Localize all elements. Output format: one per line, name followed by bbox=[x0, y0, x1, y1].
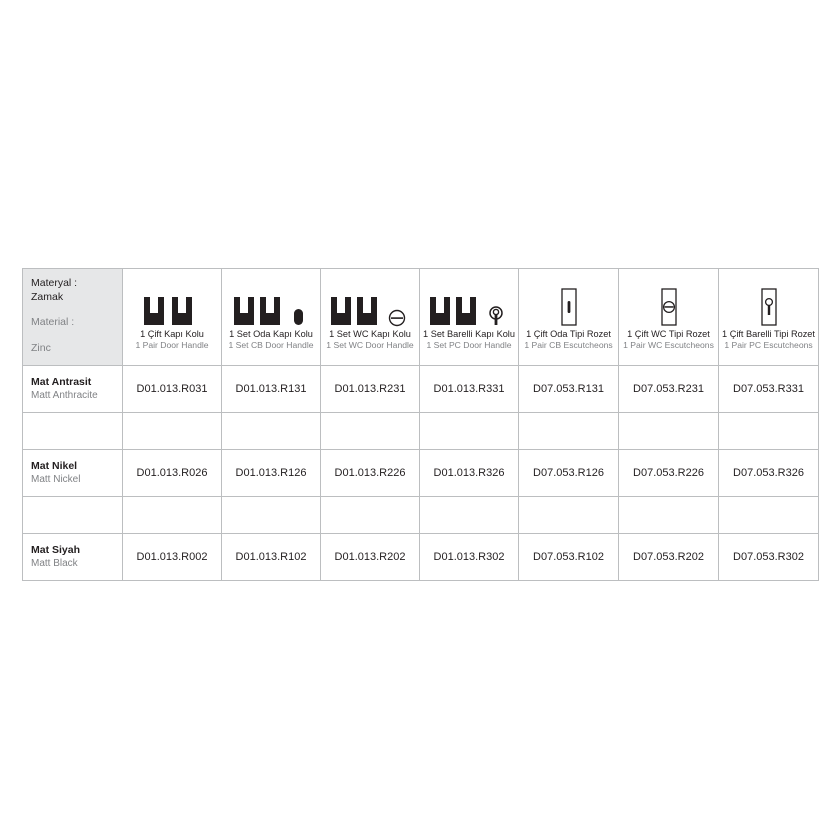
product-code: D07.053.R326 bbox=[719, 450, 819, 497]
table-row bbox=[23, 366, 819, 413]
material-en-label: Material : bbox=[31, 316, 75, 328]
table-spacer-row bbox=[23, 413, 819, 450]
spacer-cell bbox=[719, 413, 819, 450]
row-label-matt-nickel bbox=[23, 450, 123, 497]
finish-name-en: Matt Nickel bbox=[31, 474, 81, 485]
finish-name-en: Matt Black bbox=[31, 558, 78, 569]
material-en-value: Zinc bbox=[31, 341, 51, 354]
product-code: D07.053.R226 bbox=[619, 450, 719, 497]
spacer-cell bbox=[519, 413, 619, 450]
column-header-en: 1 Set CB Door Handle bbox=[228, 340, 314, 350]
spacer-cell bbox=[222, 413, 321, 450]
spacer-cell bbox=[519, 497, 619, 534]
column-header-pc-escutcheon bbox=[719, 269, 819, 366]
product-code: D01.013.R231 bbox=[321, 366, 420, 413]
wc-escutcheon-icon bbox=[621, 279, 716, 329]
product-code: D01.013.R126 bbox=[222, 450, 321, 497]
column-header-tr: 1 Set Barelli Kapı Kolu bbox=[423, 328, 515, 339]
material-tr-label: Materyal : bbox=[31, 277, 78, 289]
spacer-cell bbox=[719, 497, 819, 534]
material-header-cell bbox=[23, 269, 123, 366]
product-code: D01.013.R002 bbox=[123, 534, 222, 581]
spacer-cell bbox=[23, 413, 123, 450]
spacer-cell bbox=[420, 413, 519, 450]
column-header-tr: 1 Çift WC Tipi Rozet bbox=[627, 328, 710, 339]
spacer-cell bbox=[123, 497, 222, 534]
product-code: D07.053.R126 bbox=[519, 450, 619, 497]
finish-name-tr: Mat Siyah bbox=[31, 544, 81, 556]
column-header-en: 1 Set PC Door Handle bbox=[426, 340, 512, 350]
product-code: D01.013.R202 bbox=[321, 534, 420, 581]
row-label-matt-anthracite bbox=[23, 366, 123, 413]
finish-name-tr: Mat Nikel bbox=[31, 460, 78, 472]
table-header-row bbox=[23, 269, 819, 366]
table-row bbox=[23, 534, 819, 581]
table-spacer-row bbox=[23, 497, 819, 534]
spacer-cell bbox=[619, 413, 719, 450]
product-code: D07.053.R302 bbox=[719, 534, 819, 581]
column-header-en: 1 Pair Door Handle bbox=[135, 340, 209, 350]
column-header-en: 1 Pair WC Escutcheons bbox=[623, 340, 714, 350]
product-code: D01.013.R026 bbox=[123, 450, 222, 497]
column-header-pc-door-handle-set bbox=[420, 269, 519, 366]
product-code: D01.013.R131 bbox=[222, 366, 321, 413]
cb-escutcheon-icon bbox=[521, 279, 616, 329]
column-header-en: 1 Set WC Door Handle bbox=[326, 340, 414, 350]
spacer-cell bbox=[222, 497, 321, 534]
product-code: D01.013.R102 bbox=[222, 534, 321, 581]
column-header-tr: 1 Çift Barelli Tipi Rozet bbox=[722, 328, 815, 339]
product-code: D01.013.R326 bbox=[420, 450, 519, 497]
product-code: D07.053.R131 bbox=[519, 366, 619, 413]
door-handle-pair-icon bbox=[125, 279, 219, 329]
spacer-cell bbox=[23, 497, 123, 534]
product-code: D01.013.R226 bbox=[321, 450, 420, 497]
spacer-cell bbox=[321, 413, 420, 450]
product-code: D01.013.R302 bbox=[420, 534, 519, 581]
column-header-tr: 1 Set Oda Kapı Kolu bbox=[229, 328, 313, 339]
product-code: D07.053.R231 bbox=[619, 366, 719, 413]
column-header-wc-escutcheon bbox=[619, 269, 719, 366]
finish-name-tr: Mat Antrasit bbox=[31, 376, 92, 388]
product-code: D07.053.R102 bbox=[519, 534, 619, 581]
finish-name-en: Matt Anthracite bbox=[31, 390, 98, 401]
pc-escutcheon-icon bbox=[721, 279, 816, 329]
wc-door-handle-set-icon bbox=[323, 279, 417, 329]
column-header-en: 1 Pair CB Escutcheons bbox=[524, 340, 613, 350]
column-header-tr: 1 Çift Oda Tipi Rozet bbox=[526, 328, 611, 339]
spacer-cell bbox=[123, 413, 222, 450]
product-code: D01.013.R031 bbox=[123, 366, 222, 413]
table-row bbox=[23, 450, 819, 497]
product-code: D07.053.R331 bbox=[719, 366, 819, 413]
column-header-cb-door-handle-set bbox=[222, 269, 321, 366]
spacer-cell bbox=[420, 497, 519, 534]
product-code: D07.053.R202 bbox=[619, 534, 719, 581]
product-code: D01.013.R331 bbox=[420, 366, 519, 413]
cb-door-handle-set-icon bbox=[224, 279, 318, 329]
column-header-door-handle-pair bbox=[123, 269, 222, 366]
column-header-tr: 1 Set WC Kapı Kolu bbox=[329, 328, 411, 339]
column-header-tr: 1 Çift Kapı Kolu bbox=[140, 328, 204, 339]
row-label-matt-black bbox=[23, 534, 123, 581]
column-header-en: 1 Pair PC Escutcheons bbox=[724, 340, 813, 350]
column-header-wc-door-handle-set bbox=[321, 269, 420, 366]
material-tr-value: Zamak bbox=[31, 290, 64, 303]
product-code-sheet bbox=[22, 268, 818, 581]
column-header-cb-escutcheon bbox=[519, 269, 619, 366]
spacer-cell bbox=[619, 497, 719, 534]
pc-door-handle-set-icon bbox=[422, 279, 516, 329]
spacer-cell bbox=[321, 497, 420, 534]
product-table bbox=[22, 268, 819, 581]
